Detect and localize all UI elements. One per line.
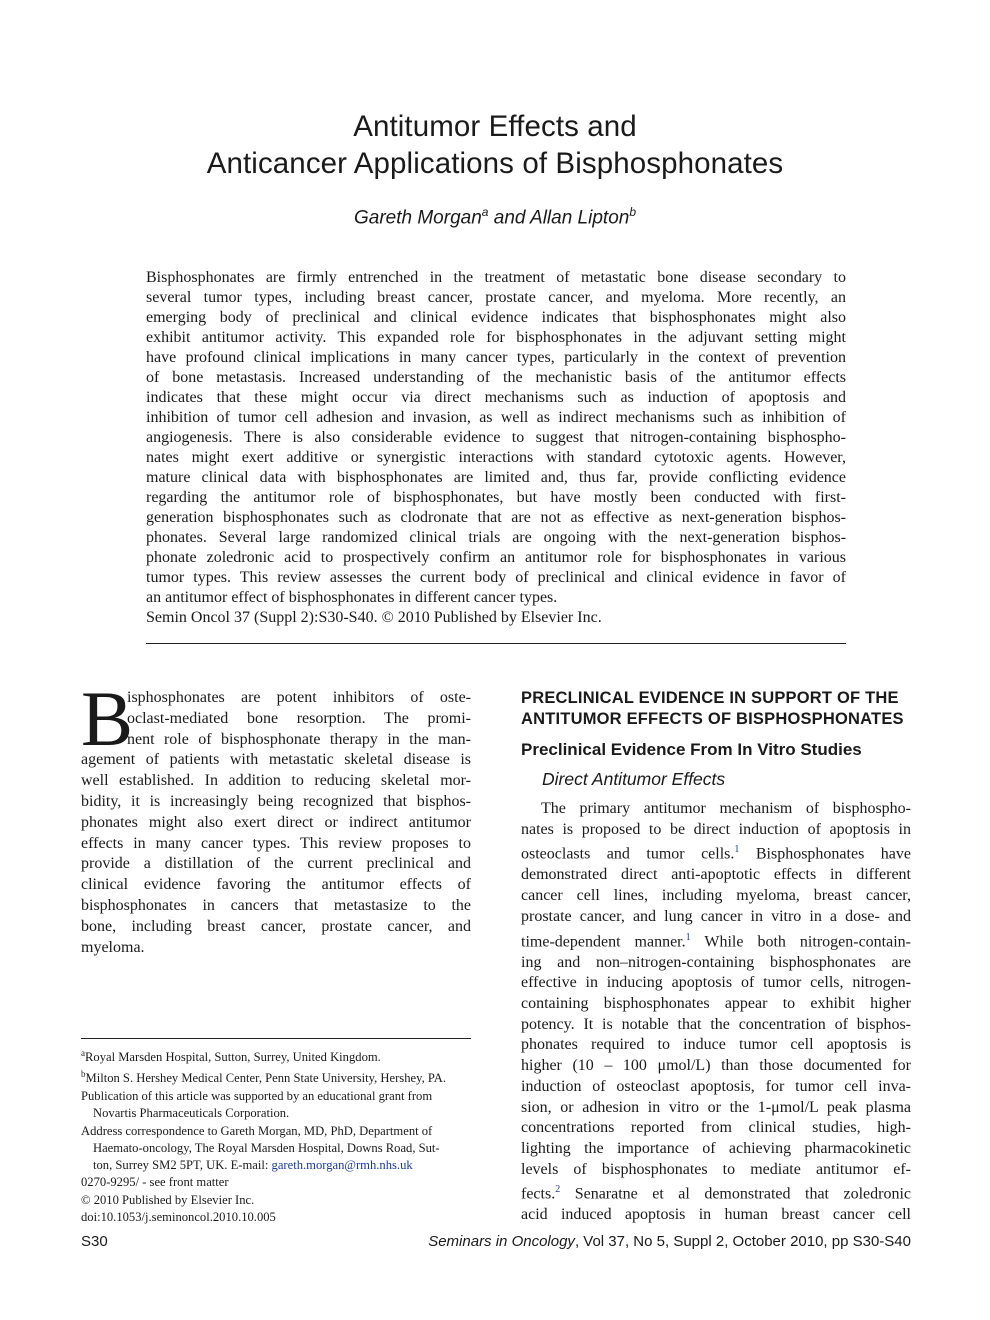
body-line: acid induced apoptosis in human breast cancer cell — [521, 1206, 911, 1224]
affiliation-a — [81, 1045, 471, 1066]
correspondence-address: ton, Surrey SM2 5PT, UK. E-mail: — [93, 1158, 272, 1173]
intro-line: bisphosphonates in cancers that metastasize to the — [81, 896, 471, 914]
correspondence-note — [81, 1157, 471, 1174]
abstract-line: angiogenesis. There is also considerable evidence to suggest that nitrogen-containing bisphospho- — [146, 429, 846, 446]
body-line — [521, 1180, 911, 1205]
abstract-line: regarding the antitumor role of bisphosphonates, but have mostly been conducted with first- — [146, 489, 846, 506]
reference-link[interactable]: 1 — [734, 844, 740, 856]
abstract-line: emerging body of preclinical and clinical evidence indicates that bisphosphonates might also — [146, 309, 846, 326]
body-line: demonstrated direct anti-apoptotic effects in different — [521, 866, 911, 884]
article-title — [0, 108, 990, 182]
abstract-divider — [146, 643, 846, 644]
intro-line: bone, including breast cancer, prostate cancer, and — [81, 917, 471, 935]
body-line: effective in inducing apoptosis of tumor cells, nitrogen- — [521, 974, 911, 992]
body-text: fects. — [521, 1185, 556, 1203]
author-list — [0, 205, 990, 229]
reference-link[interactable]: 2 — [555, 1184, 561, 1196]
abstract-line: have profound clinical implications in many cancer types, particularly in the context of prevention — [146, 349, 846, 366]
abstract — [146, 268, 846, 628]
correspondence-note: Haemato-oncology, The Royal Marsden Hospital, Downs Road, Sut- — [93, 1140, 440, 1155]
body-line: levels of bisphosphonates to mediate antitumor ef- — [521, 1160, 911, 1178]
affiliation-a-text: Royal Marsden Hospital, Sutton, Surrey, United Kingdom. — [85, 1050, 381, 1065]
body-line: prostate cancer, and lung cancer in vitro in a dose- and — [521, 907, 911, 925]
subsection-heading: Preclinical Evidence From In Vitro Studies — [521, 740, 862, 759]
author-conjunction: and — [488, 207, 531, 229]
abstract-line: mature clinical data with bisphosphonates are limited and, thus far, provide conflicting evidence — [146, 469, 846, 486]
author-2: Allan Lipton — [530, 207, 630, 229]
abstract-line: several tumor types, including breast cancer, prostate cancer, and myeloma. More recently, an — [146, 289, 846, 306]
body-text: While both nitrogen-contain- — [690, 932, 911, 950]
abstract-line: nates might exert additive or synergistic interactions with standard cytotoxic agents. However, — [146, 449, 846, 466]
intro-line: isphosphonates are potent inhibitors of oste- — [127, 689, 471, 706]
subsubsection-heading: Direct Antitumor Effects — [542, 769, 726, 789]
intro-line: myeloma. — [81, 938, 145, 956]
intro-line: clinical evidence favoring the antitumor effects of — [81, 876, 471, 894]
correspondence-note: Address correspondence to Gareth Morgan, MD, PhD, Department of — [81, 1123, 433, 1138]
body-text: osteoclasts and tumor cells. — [521, 845, 735, 863]
abstract-line: an antitumor effect of bisphosphonates in different cancer types. — [146, 589, 558, 606]
intro-line: effects in many cancer types. This review proposes to — [81, 834, 471, 852]
footnotes — [81, 1045, 471, 1226]
journal-details: , Vol 37, No 5, Suppl 2, October 2010, pp S30-S40 — [574, 1233, 911, 1250]
abstract-line: tumor types. This review assesses the current body of preclinical and clinical evidence in favor of — [146, 569, 846, 586]
journal-name: Seminars in Oncology — [428, 1233, 575, 1250]
affiliation-b-mark: b — [81, 1069, 86, 1080]
abstract-line: inhibition of tumor cell adhesion and invasion, as well as indirect mechanisms such as inhibition of — [146, 409, 846, 426]
body-line: containing bisphosphonates appear to exhibit higher — [521, 994, 911, 1012]
intro-line: agement of patients with metastatic skeletal disease is — [81, 751, 471, 769]
affiliation-b — [81, 1066, 471, 1087]
body-line: lighting the importance of achieving pharmacokinetic — [521, 1139, 911, 1157]
intro-line: provide a distillation of the current preclinical and — [81, 855, 471, 873]
correspondence-email-link[interactable]: gareth.morgan@rmh.nhs.uk — [271, 1158, 413, 1173]
abstract-line: of bone metastasis. Increased understanding of the mechanistic basis of the antitumor effects — [146, 369, 846, 386]
drop-cap: B — [81, 675, 134, 762]
copyright-note: © 2010 Published by Elsevier Inc. — [81, 1192, 255, 1207]
affiliation-b-text: Milton S. Hershey Medical Center, Penn State University, Hershey, PA. — [85, 1071, 446, 1086]
journal-reference — [428, 1233, 911, 1250]
support-note: Novartis Pharmaceuticals Corporation. — [93, 1106, 290, 1121]
body-line: induction of osteoclast apoptosis, for tumor cell inva- — [521, 1077, 911, 1095]
abstract-line: exhibit antitumor activity. This expanded role for bisphosphonates in the adjuvant setting might — [146, 329, 846, 346]
support-note: Publication of this article was supported by an educational grant from — [81, 1088, 433, 1103]
author-1: Gareth Morgan — [353, 207, 482, 229]
doi-note: doi:10.1053/j.seminoncol.2010.10.005 — [81, 1210, 276, 1225]
body-line: nates is proposed to be direct induction of apoptosis in — [521, 820, 911, 838]
page-number: S30 — [81, 1233, 108, 1250]
introduction-paragraph — [81, 688, 471, 958]
body-line: ing and non–nitrogen-containing bisphosphonates are — [521, 953, 911, 971]
section-heading-line-1: PRECLINICAL EVIDENCE IN SUPPORT OF THE — [521, 689, 899, 707]
body-line: sion, or adhesion in vitro or the 1-μmol/L peak plasma — [521, 1098, 911, 1116]
body-text: Senaratne et al demonstrated that zoledronic — [560, 1185, 911, 1203]
intro-line: well established. In addition to reducing skeletal mor- — [81, 772, 471, 790]
title-line-1: Antitumor Effects and — [353, 110, 637, 143]
body-line — [521, 840, 911, 865]
issn-note: 0270-9295/ - see front matter — [81, 1175, 229, 1190]
body-line: The primary antitumor mechanism of bisphospho- — [541, 800, 911, 817]
body-line: potency. It is notable that the concentration of bisphos- — [521, 1015, 911, 1033]
affiliation-a-mark: a — [81, 1048, 85, 1058]
intro-line: nent role of bisphosphonate therapy in the man- — [127, 730, 471, 748]
body-line: cancer cell lines, including myeloma, breast cancer, — [521, 887, 911, 905]
body-text: time-dependent manner. — [521, 932, 686, 950]
body-line: phonates required to induce tumor cell apoptosis is — [521, 1036, 911, 1054]
title-line-2: Anticancer Applications of Bisphosphonates — [206, 147, 784, 180]
author-2-affiliation-mark: b — [629, 205, 637, 219]
body-text: Bisphosphonates have — [739, 845, 911, 863]
intro-line: oclast-mediated bone resorption. The promi- — [127, 709, 471, 727]
reference-link[interactable]: 1 — [685, 931, 691, 943]
body-line — [521, 928, 911, 953]
section-heading-line-2: ANTITUMOR EFFECTS OF BISPHOSPHONATES — [521, 710, 904, 728]
author-1-affiliation-mark: a — [481, 205, 489, 219]
intro-line: bidity, it is increasingly being recognized that bisphos- — [81, 792, 471, 810]
footnote-divider — [81, 1038, 471, 1039]
abstract-citation: Semin Oncol 37 (Suppl 2):S30-S40. © 2010 Published by Elsevier Inc. — [146, 609, 602, 626]
body-line: concentrations reported from clinical studies, high- — [521, 1119, 911, 1137]
abstract-line: phonate zoledronic acid to prospectively confirm an antitumor role for bisphosphonates in various — [146, 549, 846, 566]
abstract-line: generation bisphosphonates such as clodronate that are not as effective as next-generation bisphos- — [146, 509, 846, 526]
abstract-line: Bisphosphonates are firmly entrenched in the treatment of metastatic bone disease secondary to — [146, 269, 846, 286]
abstract-line: phonates. Several large randomized clinical trials are ongoing with the next-generation bisphos- — [146, 529, 846, 546]
abstract-line: indicates that these might occur via direct mechanisms such as induction of apoptosis and — [146, 389, 846, 406]
body-line: higher (10 – 100 μmol/L) than those documented for — [521, 1057, 911, 1075]
right-column — [521, 688, 911, 1226]
body-paragraph — [521, 799, 911, 1226]
intro-line: phonates might also exert direct or indirect antitumor — [81, 813, 471, 831]
